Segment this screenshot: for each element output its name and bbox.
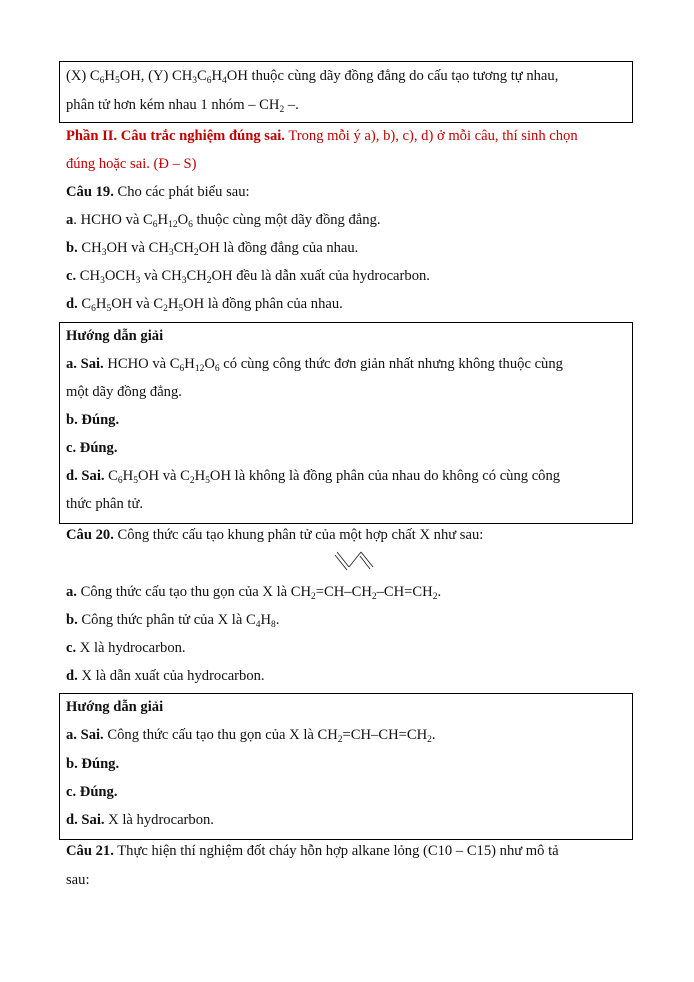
question-label: Câu 21.	[66, 843, 114, 859]
previous-answer-line-1	[66, 67, 558, 85]
question-text: Cho các phát biểu sau:	[113, 184, 250, 200]
guide-title: Hướng dẫn giải	[66, 328, 164, 344]
text: H	[194, 468, 206, 484]
text: .	[431, 727, 436, 743]
q21-prompt-cont	[66, 871, 90, 889]
text: H	[184, 356, 195, 372]
text: OH là đồng đẳng của nhau.	[198, 240, 359, 256]
text: =CH–CH=CH	[342, 727, 428, 743]
text: OH và C	[137, 468, 190, 484]
subscript: 2	[427, 735, 432, 745]
question-text: Thực hiện thí nghiệm đốt cháy hỗn hợp alkane lỏng (C10 – C15) như mô tả	[113, 843, 559, 859]
section-instruction-cont: đúng hoặc sai. (Đ – S)	[66, 156, 197, 172]
subscript: 12	[168, 220, 178, 230]
text: . HCHO và C	[73, 212, 153, 228]
subscript: 5	[178, 304, 184, 314]
subscript: 2	[432, 592, 438, 602]
subscript: 2	[206, 276, 212, 286]
text: O	[204, 356, 215, 372]
q20-guide-b	[66, 755, 119, 773]
q20-option-b	[66, 611, 279, 629]
subscript: 2	[371, 592, 377, 602]
answer-key: b. Đúng.	[66, 412, 120, 428]
text: OH là đồng phân của nhau.	[183, 296, 343, 312]
text: có cùng công thức đơn giản nhất nhưng không thuộc cùng	[219, 356, 563, 372]
option-key: b.	[66, 240, 78, 256]
subscript: 4	[255, 620, 261, 630]
guide-title: Hướng dẫn giải	[66, 699, 164, 715]
q20-option-d	[66, 667, 265, 685]
section-title: Phần II. Câu trắc nghiệm đúng sai.	[66, 128, 285, 144]
text: –CH=CH	[376, 584, 433, 600]
text: H	[104, 68, 115, 84]
text: .	[275, 612, 280, 628]
subscript: 12	[194, 364, 205, 374]
text: =CH–CH	[315, 584, 372, 600]
option-key: d.	[66, 668, 78, 684]
subscript: 3	[181, 276, 187, 286]
text: thức phân tử.	[66, 496, 144, 512]
subscript: 2	[193, 248, 199, 258]
q20-guide-a	[66, 726, 436, 744]
text: Công thức phân tử của X là C	[77, 612, 256, 628]
option-key: a.	[66, 584, 77, 600]
subscript: 2	[311, 592, 316, 602]
text: X là hydrocarbon.	[76, 640, 186, 656]
subscript: 3	[192, 76, 198, 86]
text: C	[104, 468, 118, 484]
section-2-instruction-cont	[66, 155, 197, 173]
subscript: 3	[100, 276, 105, 286]
option-key: b.	[66, 612, 78, 628]
question-label: Câu 20.	[66, 527, 114, 543]
subscript: 3	[135, 276, 141, 286]
text: OH, (Y) CH	[119, 68, 193, 84]
text: HCHO và C	[103, 356, 180, 372]
q20-guide-title	[66, 698, 163, 716]
subscript: 5	[133, 476, 138, 486]
previous-answer-line-2	[66, 96, 299, 114]
answer-key: c. Đúng.	[66, 440, 118, 456]
q20-guide-d	[66, 811, 214, 829]
q19-option-c	[66, 267, 430, 285]
text: C	[197, 68, 207, 84]
answer-key: c. Đúng.	[66, 784, 118, 800]
text: C	[77, 296, 92, 312]
text: OH là không là đồng phân của nhau do không có cùng công	[209, 468, 561, 484]
subscript: 5	[205, 476, 210, 486]
section-instruction: Trong mỗi ý a), b), c), d) ở mỗi câu, thí sinh chọn	[284, 128, 578, 144]
text: CH	[76, 268, 101, 284]
text: OH và C	[111, 296, 164, 312]
text: CH	[77, 240, 102, 256]
q19-guide-title	[66, 327, 163, 345]
text: một dãy đồng đẳng.	[66, 384, 182, 400]
option-key: c.	[66, 268, 77, 284]
text: H	[211, 68, 223, 84]
text: OCH	[104, 268, 136, 284]
q20-prompt	[66, 526, 483, 544]
text: (X) C	[66, 68, 100, 84]
q19-guide-a	[66, 355, 563, 373]
text: H	[260, 612, 272, 628]
text: H	[157, 212, 169, 228]
subscript: 3	[168, 248, 174, 258]
text: CH	[186, 268, 207, 284]
text: X là dẫn xuất của hydrocarbon.	[77, 668, 265, 684]
answer-key: d. Sai.	[66, 812, 105, 828]
q19-prompt	[66, 183, 250, 201]
answer-key: a. Sai.	[66, 727, 104, 743]
text: CH	[173, 240, 194, 256]
text: .	[437, 584, 442, 600]
subscript: 6	[188, 220, 193, 230]
option-key: c.	[66, 640, 77, 656]
text: thuộc cùng một dãy đồng đẳng.	[192, 212, 381, 228]
subscript: 6	[179, 364, 185, 374]
q20-option-a	[66, 583, 441, 601]
subscript: 6	[99, 76, 105, 86]
text: và CH	[140, 268, 182, 284]
text: Công thức cấu tạo thu gọn của X là CH	[103, 727, 338, 743]
text: Công thức cấu tạo thu gọn của X là CH	[76, 584, 312, 600]
subscript: 6	[91, 304, 96, 314]
q19-guide-a-cont	[66, 383, 182, 401]
option-key: a	[66, 212, 74, 228]
q19-guide-d	[66, 467, 560, 485]
q19-guide-d-cont	[66, 495, 143, 513]
subscript: 6	[214, 364, 220, 374]
subscript: 6	[117, 476, 123, 486]
section-2-heading	[66, 127, 578, 145]
butadiene-skeletal-formula	[335, 548, 375, 574]
text: O	[177, 212, 189, 228]
text: OH và CH	[106, 240, 169, 256]
subscript: 5	[106, 304, 112, 314]
text: OH thuộc cùng dãy đồng đẳng do cấu tạo tương tự nhau,	[226, 68, 559, 84]
question-label: Câu 19.	[66, 184, 114, 200]
answer-key: d. Sai.	[66, 468, 105, 484]
text: OH đều là dẫn xuất của hydrocarbon.	[211, 268, 430, 284]
text: –.	[284, 97, 299, 113]
q19-guide-c	[66, 439, 118, 457]
q19-guide-b	[66, 411, 119, 429]
subscript: 2	[279, 105, 285, 115]
subscript: 4	[222, 76, 227, 86]
q21-prompt	[66, 842, 559, 860]
q19-option-a	[66, 211, 381, 229]
question-text-cont: sau:	[66, 872, 90, 888]
subscript: 6	[206, 76, 212, 86]
text: H	[95, 296, 107, 312]
question-text: Công thức cấu tạo khung phân tử của một hợp chất X như sau:	[113, 527, 484, 543]
bond	[349, 552, 361, 567]
subscript: 8	[271, 620, 276, 630]
q20-guide-c	[66, 783, 118, 801]
bond	[360, 556, 370, 569]
text: X là hydrocarbon.	[104, 812, 214, 828]
subscript: 5	[114, 76, 120, 86]
answer-key: a. Sai.	[66, 356, 104, 372]
q20-option-c	[66, 639, 186, 657]
subscript: 6	[152, 220, 158, 230]
q19-guide-box	[59, 322, 633, 524]
answer-key: b. Đúng.	[66, 756, 120, 772]
text: phân tử hơn kém nhau 1 nhóm – CH	[66, 97, 280, 113]
subscript: 2	[337, 735, 343, 745]
text: H	[122, 468, 134, 484]
subscript: 3	[101, 248, 107, 258]
subscript: 2	[163, 304, 168, 314]
subscript: 2	[189, 476, 195, 486]
q19-option-b	[66, 239, 358, 257]
text: H	[167, 296, 179, 312]
option-key: d.	[66, 296, 78, 312]
q19-option-d	[66, 295, 343, 313]
